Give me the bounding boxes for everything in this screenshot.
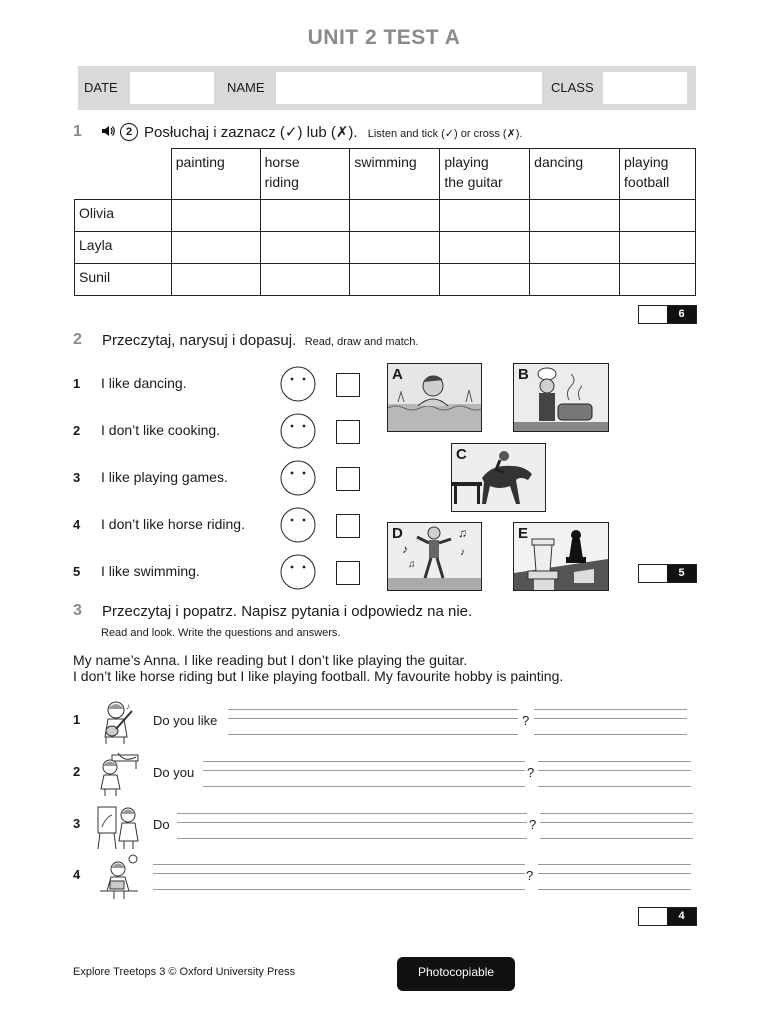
question-number: 3 — [73, 816, 81, 831]
answer-cell[interactable] — [440, 200, 530, 232]
answer-cell[interactable] — [260, 232, 350, 264]
instruction-en-part-b: ) or cross ( — [454, 128, 507, 140]
writing-line[interactable] — [228, 709, 518, 710]
chess-illustration — [514, 523, 608, 590]
section-3-score-box — [638, 907, 697, 926]
column-header-line: painting — [175, 154, 225, 170]
question-number: 4 — [73, 867, 81, 882]
section-2-instruction — [102, 332, 418, 350]
score-input[interactable] — [639, 908, 667, 925]
column-header — [260, 149, 350, 200]
answer-cell[interactable] — [620, 232, 696, 264]
answer-cell[interactable] — [350, 232, 440, 264]
name-field[interactable] — [276, 72, 542, 104]
item-sentence: I don’t like cooking. — [101, 422, 221, 438]
column-header-line: swimming — [354, 154, 417, 170]
score-input[interactable] — [639, 306, 667, 323]
cross-symbol: ✗ — [335, 124, 349, 141]
answer-cell[interactable] — [620, 200, 696, 232]
svg-text:♪: ♪ — [402, 542, 408, 556]
tick-symbol: ✓ — [284, 124, 298, 141]
writing-line[interactable] — [153, 873, 525, 874]
name-label: NAME — [227, 80, 265, 95]
picture-letter: D — [392, 525, 403, 542]
section-2-score-box — [638, 564, 697, 583]
section-2-number: 2 — [73, 331, 82, 348]
score-max: 4 — [667, 908, 696, 925]
section-1-number: 1 — [73, 123, 82, 140]
column-header-line: dancing — [534, 154, 584, 170]
answer-cell[interactable] — [620, 264, 696, 296]
item-number: 4 — [73, 517, 81, 532]
answer-box[interactable] — [336, 420, 360, 444]
answer-cell[interactable] — [171, 232, 260, 264]
picture-letter: C — [456, 446, 467, 463]
answer-cell[interactable] — [260, 200, 350, 232]
blank-face-icon[interactable] — [280, 413, 316, 449]
picture-c — [451, 443, 546, 512]
svg-text:♫: ♫ — [408, 559, 416, 570]
question-mark: ? — [526, 868, 534, 883]
track-number-badge: 2 — [120, 123, 138, 141]
question-number: 1 — [73, 712, 81, 727]
instruction-en-part-c: ). — [515, 128, 523, 140]
writing-line[interactable] — [540, 838, 693, 839]
writing-line[interactable] — [228, 718, 518, 719]
audio-icon — [101, 124, 115, 143]
answer-cell[interactable] — [350, 264, 440, 296]
answer-cell[interactable] — [350, 200, 440, 232]
picture-letter: E — [518, 525, 529, 542]
column-header — [620, 149, 696, 200]
instruction-pl-part-b: ) lub ( — [297, 124, 336, 141]
cross-symbol-en: ✗ — [506, 128, 516, 140]
writing-line[interactable] — [538, 770, 691, 771]
writing-line[interactable] — [538, 864, 691, 865]
blank-face-icon[interactable] — [280, 554, 316, 590]
info-bar — [78, 66, 696, 110]
section-3-instruction-pl: Przeczytaj i popatrz. Napisz pytania i odpowiedz na nie. — [102, 603, 473, 620]
writing-line[interactable] — [153, 889, 525, 890]
girl-horse-icon — [96, 751, 142, 797]
writing-line[interactable] — [203, 761, 525, 762]
column-header — [530, 149, 620, 200]
answer-box[interactable] — [336, 561, 360, 585]
girl-guitar-icon — [96, 699, 138, 745]
question-prompt: Do you like — [153, 713, 218, 728]
class-label: CLASS — [551, 80, 594, 95]
answer-cell[interactable] — [260, 264, 350, 296]
tick-symbol-en: ✓ — [444, 128, 455, 140]
row-header: Sunil — [75, 264, 172, 296]
section-1-instruction — [144, 123, 523, 141]
class-field[interactable] — [603, 72, 687, 104]
answer-box[interactable] — [336, 373, 360, 397]
answer-cell[interactable] — [440, 232, 530, 264]
answer-box[interactable] — [336, 514, 360, 538]
item-sentence: I like playing games. — [101, 469, 228, 485]
photocopiable-badge: Photocopiable — [397, 957, 515, 991]
girl-painting-icon — [96, 803, 144, 851]
column-header-line: riding — [264, 174, 299, 190]
blank-face-icon[interactable] — [280, 460, 316, 496]
blank-face-icon[interactable] — [280, 366, 316, 402]
section-3-number: 3 — [73, 602, 82, 619]
writing-line[interactable] — [540, 822, 693, 823]
column-header-line: playing — [624, 154, 669, 170]
instruction-pl-part-c: ). — [348, 124, 358, 141]
writing-line[interactable] — [203, 770, 525, 771]
writing-line[interactable] — [540, 813, 693, 814]
question-mark: ? — [527, 765, 535, 780]
instruction-pl-part-a: Posłuchaj i zaznacz ( — [144, 124, 285, 141]
svg-text:♪: ♪ — [460, 547, 465, 558]
question-number: 2 — [73, 764, 81, 779]
writing-line[interactable] — [534, 709, 687, 710]
question-mark: ? — [529, 817, 537, 832]
question-mark: ? — [522, 713, 530, 728]
answer-cell[interactable] — [530, 264, 620, 296]
reading-text-line: I don’t like horse riding but I like playing football. My favourite hobby is painting. — [73, 668, 564, 684]
instruction-en: Read, draw and match. — [304, 336, 419, 348]
listening-table — [74, 148, 696, 296]
answer-cell[interactable] — [530, 232, 620, 264]
instruction-en-part-a: Listen and tick ( — [367, 128, 445, 140]
picture-b — [513, 363, 609, 432]
writing-line[interactable] — [538, 873, 691, 874]
answer-cell[interactable] — [171, 264, 260, 296]
table-corner — [75, 149, 172, 200]
item-number: 2 — [73, 423, 81, 438]
column-header-line: playing — [444, 154, 489, 170]
score-max: 6 — [667, 306, 696, 323]
item-number: 5 — [73, 564, 81, 579]
question-prompt: Do — [153, 817, 170, 832]
row-header: Layla — [75, 232, 172, 264]
column-header — [171, 149, 260, 200]
column-header — [350, 149, 440, 200]
column-header-line: horse — [264, 154, 300, 170]
writing-line[interactable] — [228, 734, 518, 735]
question-prompt: Do you — [153, 765, 195, 780]
writing-line[interactable] — [203, 786, 525, 787]
picture-letter: A — [392, 366, 403, 383]
writing-line[interactable] — [153, 864, 525, 865]
score-input[interactable] — [639, 565, 667, 582]
blank-face-icon[interactable] — [280, 507, 316, 543]
picture-e — [513, 522, 609, 591]
date-label: DATE — [84, 80, 118, 95]
row-header: Olivia — [75, 200, 172, 232]
column-header-line: the guitar — [444, 174, 503, 190]
section-3-instruction-en: Read and look. Write the questions and answers. — [101, 627, 341, 639]
picture-d — [387, 522, 482, 591]
reading-text-line: My name’s Anna. I like reading but I don’t like playing the guitar. — [73, 652, 468, 668]
item-number: 3 — [73, 470, 81, 485]
section-1-score-box — [638, 305, 697, 324]
column-header-line: football — [624, 174, 670, 190]
writing-line[interactable] — [177, 822, 527, 823]
svg-text:♪: ♪ — [126, 702, 130, 711]
writing-line[interactable] — [538, 786, 691, 787]
item-number: 1 — [73, 376, 81, 391]
item-sentence: I don’t like horse riding. — [101, 516, 245, 532]
writing-line[interactable] — [534, 718, 687, 719]
instruction-pl: Przeczytaj, narysuj i dopasuj. — [102, 332, 297, 349]
column-header — [440, 149, 530, 200]
copyright-credit: Explore Treetops 3 © Oxford University Press — [73, 966, 296, 978]
page-title: UNIT 2 TEST A — [307, 26, 461, 49]
answer-cell[interactable] — [440, 264, 530, 296]
writing-line[interactable] — [177, 813, 527, 814]
svg-text:♫: ♫ — [458, 526, 467, 540]
writing-line[interactable] — [534, 734, 687, 735]
instruction-en — [368, 128, 523, 140]
reading-text — [73, 652, 563, 684]
writing-line[interactable] — [538, 889, 691, 890]
picture-a — [387, 363, 482, 432]
answer-box[interactable] — [336, 467, 360, 491]
item-sentence: I like dancing. — [101, 375, 187, 391]
writing-line[interactable] — [177, 838, 527, 839]
date-field[interactable] — [130, 72, 214, 104]
answer-cell[interactable] — [171, 200, 260, 232]
picture-letter: B — [518, 366, 529, 383]
girl-reading-icon — [96, 853, 142, 901]
writing-line[interactable] — [538, 761, 691, 762]
item-sentence: I like swimming. — [101, 563, 200, 579]
score-max: 5 — [667, 565, 696, 582]
answer-cell[interactable] — [530, 200, 620, 232]
